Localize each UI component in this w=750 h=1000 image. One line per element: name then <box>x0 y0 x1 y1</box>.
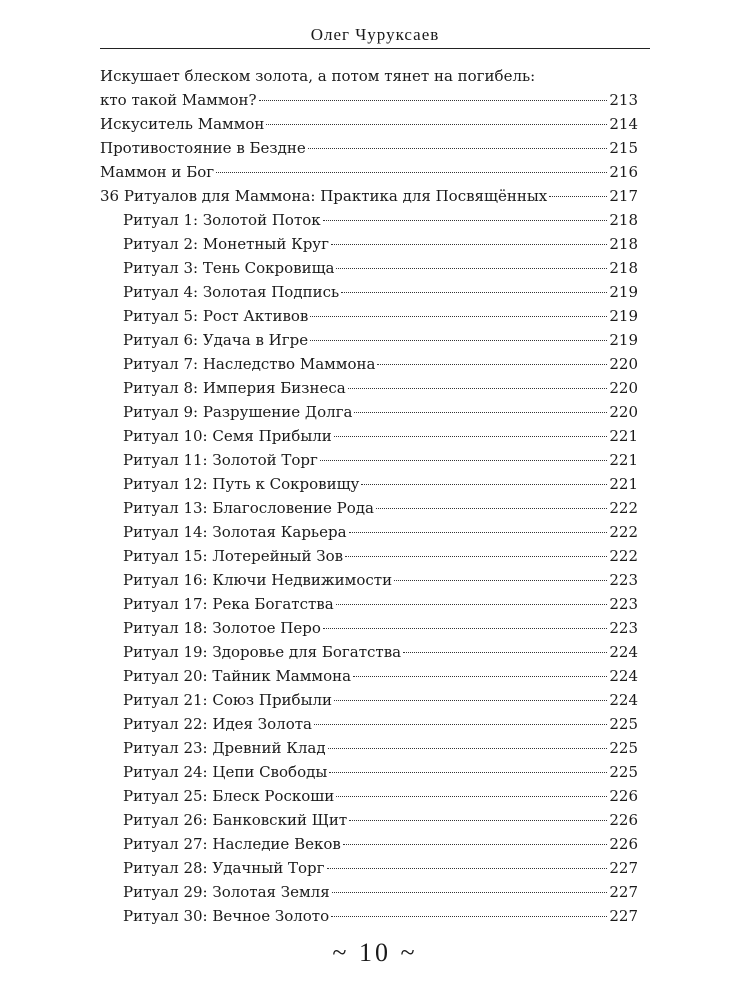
toc-entry[interactable] <box>100 136 638 160</box>
toc-entry[interactable] <box>100 448 638 472</box>
toc-entry-title: 36 Ритуалов для Маммона: Практика для Посвящённых <box>100 187 548 205</box>
toc-entry-title: Ритуал 22: Идея Золота <box>123 715 312 733</box>
toc-entries <box>100 88 638 928</box>
running-header-author: Олег Чуруксаев <box>310 25 440 44</box>
toc-dot-leader <box>334 436 608 437</box>
toc-entry-page: 227 <box>609 883 638 901</box>
toc-entry-title: кто такой Маммон? <box>100 91 257 109</box>
toc-entry-title: Ритуал 3: Тень Сокровища <box>123 259 335 277</box>
toc-entry[interactable] <box>100 616 638 640</box>
table-of-contents <box>100 64 638 928</box>
toc-entry-page: 217 <box>609 187 638 205</box>
toc-entry-title: Ритуал 30: Вечное Золото <box>123 907 330 925</box>
toc-entry-page: 220 <box>609 379 638 397</box>
toc-entry[interactable] <box>100 736 638 760</box>
toc-entry-title: Ритуал 11: Золотой Торг <box>123 451 318 469</box>
toc-entry-title: Ритуал 18: Золотое Перо <box>123 619 321 637</box>
toc-dot-leader <box>216 172 607 173</box>
toc-entry[interactable] <box>100 400 638 424</box>
toc-entry[interactable] <box>100 880 638 904</box>
toc-entry-page: 226 <box>609 835 638 853</box>
toc-dot-leader <box>349 532 608 533</box>
toc-entry-page: 227 <box>609 859 638 877</box>
toc-entry[interactable] <box>100 208 638 232</box>
toc-entry[interactable] <box>100 592 638 616</box>
toc-dot-leader <box>361 484 607 485</box>
toc-entry[interactable] <box>100 424 638 448</box>
toc-dot-leader <box>331 244 607 245</box>
toc-entry-title: Ритуал 28: Удачный Торг <box>123 859 325 877</box>
toc-entry[interactable] <box>100 832 638 856</box>
toc-dot-leader <box>549 196 607 197</box>
toc-entry-title: Ритуал 7: Наследство Маммона <box>123 355 376 373</box>
toc-dot-leader <box>327 868 608 869</box>
toc-entry-page: 224 <box>609 667 638 685</box>
toc-entry[interactable] <box>100 640 638 664</box>
toc-dot-leader <box>314 724 607 725</box>
toc-entry[interactable] <box>100 856 638 880</box>
toc-entry[interactable] <box>100 544 638 568</box>
toc-dot-leader <box>336 796 607 797</box>
toc-entry-page: 220 <box>609 403 638 421</box>
toc-entry-page: 224 <box>609 691 638 709</box>
toc-entry-page: 216 <box>609 163 638 181</box>
toc-entry-page: 218 <box>609 259 638 277</box>
toc-dot-leader <box>266 124 607 125</box>
toc-intro-line: Искушает блеском золота, а потом тянет на погибель: <box>100 67 536 85</box>
toc-entry-page: 215 <box>609 139 638 157</box>
toc-entry[interactable] <box>100 304 638 328</box>
toc-entry-page: 222 <box>609 499 638 517</box>
toc-entry[interactable] <box>100 664 638 688</box>
toc-entry-page: 214 <box>609 115 638 133</box>
toc-entry-title: Ритуал 21: Союз Прибыли <box>123 691 333 709</box>
toc-entry-page: 213 <box>609 91 638 109</box>
toc-dot-leader <box>353 676 607 677</box>
toc-entry-title: Ритуал 13: Благословение Рода <box>123 499 374 517</box>
toc-entry-title: Ритуал 19: Здоровье для Богатства <box>123 643 402 661</box>
toc-entry[interactable] <box>100 472 638 496</box>
toc-dot-leader <box>323 220 608 221</box>
toc-entry-page: 221 <box>609 427 638 445</box>
toc-entry-title: Ритуал 29: Золотая Земля <box>123 883 330 901</box>
toc-dot-leader <box>308 148 608 149</box>
toc-entry[interactable] <box>100 376 638 400</box>
toc-dot-leader <box>376 508 607 509</box>
page-number: ~ 10 ~ <box>332 938 418 967</box>
toc-entry-page: 222 <box>609 547 638 565</box>
toc-entry-page: 218 <box>609 235 638 253</box>
toc-entry[interactable] <box>100 88 638 112</box>
toc-entry[interactable] <box>100 784 638 808</box>
header-rule <box>100 48 650 49</box>
toc-entry-page: 225 <box>609 715 638 733</box>
toc-entry-title: Ритуал 23: Древний Клад <box>123 739 326 757</box>
toc-entry-page: 224 <box>609 643 638 661</box>
toc-entry-title: Ритуал 26: Банковский Щит <box>123 811 348 829</box>
toc-entry-page: 227 <box>609 907 638 925</box>
toc-dot-leader <box>329 772 607 773</box>
toc-dot-leader <box>336 604 608 605</box>
toc-entry-title: Ритуал 4: Золотая Подпись <box>123 283 340 301</box>
toc-entry[interactable] <box>100 328 638 352</box>
toc-entry[interactable] <box>100 520 638 544</box>
toc-dot-leader <box>349 820 607 821</box>
toc-entry-title: Ритуал 12: Путь к Сокровищу <box>123 475 360 493</box>
toc-entry-page: 221 <box>609 475 638 493</box>
toc-entry-title: Ритуал 15: Лотерейный Зов <box>123 547 344 565</box>
toc-dot-leader <box>320 460 607 461</box>
toc-dot-leader <box>348 388 608 389</box>
toc-entry[interactable] <box>100 712 638 736</box>
toc-dot-leader <box>354 412 607 413</box>
toc-entry[interactable] <box>100 760 638 784</box>
toc-entry[interactable] <box>100 280 638 304</box>
toc-entry[interactable] <box>100 568 638 592</box>
toc-entry[interactable] <box>100 232 638 256</box>
toc-entry-page: 218 <box>609 211 638 229</box>
toc-dot-leader <box>343 844 608 845</box>
toc-entry-page: 226 <box>609 787 638 805</box>
toc-entry[interactable] <box>100 184 638 208</box>
toc-entry-title: Маммон и Бог <box>100 163 215 181</box>
toc-dot-leader <box>341 292 607 293</box>
toc-entry-title: Ритуал 6: Удача в Игре <box>123 331 309 349</box>
toc-entry-title: Ритуал 9: Разрушение Долга <box>123 403 353 421</box>
toc-entry-title: Ритуал 14: Золотая Карьера <box>123 523 347 541</box>
toc-entry-title: Ритуал 24: Цепи Свободы <box>123 763 328 781</box>
toc-dot-leader <box>331 916 607 917</box>
toc-entry-title: Ритуал 10: Семя Прибыли <box>123 427 332 445</box>
toc-entry-title: Искуситель Маммон <box>100 115 265 133</box>
toc-entry-title: Противостояние в Бездне <box>100 139 306 157</box>
toc-entry[interactable] <box>100 808 638 832</box>
toc-entry-page: 226 <box>609 811 638 829</box>
toc-entry-title: Ритуал 17: Река Богатства <box>123 595 334 613</box>
toc-entry[interactable] <box>100 904 638 928</box>
toc-entry-page: 219 <box>609 307 638 325</box>
toc-entry-title: Ритуал 27: Наследие Веков <box>123 835 341 853</box>
toc-dot-leader <box>377 364 607 365</box>
toc-dot-leader <box>336 268 607 269</box>
toc-entry-title: Ритуал 1: Золотой Поток <box>123 211 321 229</box>
toc-entry-page: 221 <box>609 451 638 469</box>
toc-entry-page: 225 <box>609 763 638 781</box>
toc-entry-title: Ритуал 5: Рост Активов <box>123 307 309 325</box>
toc-entry-page: 225 <box>609 739 638 757</box>
toc-dot-leader <box>259 100 608 101</box>
toc-entry-title: Ритуал 20: Тайник Маммона <box>123 667 352 685</box>
toc-dot-leader <box>403 652 607 653</box>
toc-dot-leader <box>323 628 607 629</box>
toc-entry-page: 222 <box>609 523 638 541</box>
toc-entry[interactable] <box>100 352 638 376</box>
toc-dot-leader <box>332 892 608 893</box>
toc-entry-title: Ритуал 16: Ключи Недвижимости <box>123 571 393 589</box>
toc-entry-page: 223 <box>609 619 638 637</box>
toc-dot-leader <box>310 316 607 317</box>
toc-entry-page: 223 <box>609 571 638 589</box>
toc-dot-leader <box>345 556 607 557</box>
toc-entry-page: 219 <box>609 283 638 301</box>
toc-entry[interactable] <box>100 688 638 712</box>
toc-entry-page: 223 <box>609 595 638 613</box>
toc-entry[interactable] <box>100 160 638 184</box>
toc-dot-leader <box>310 340 607 341</box>
toc-entry[interactable] <box>100 112 638 136</box>
toc-entry-title: Ритуал 2: Монетный Круг <box>123 235 329 253</box>
toc-entry-page: 220 <box>609 355 638 373</box>
toc-entry-title: Ритуал 25: Блеск Роскоши <box>123 787 335 805</box>
toc-entry-title: Ритуал 8: Империя Бизнеса <box>123 379 346 397</box>
toc-entry-page: 219 <box>609 331 638 349</box>
toc-dot-leader <box>394 580 607 581</box>
toc-entry[interactable] <box>100 256 638 280</box>
toc-entry[interactable] <box>100 496 638 520</box>
toc-dot-leader <box>328 748 608 749</box>
toc-dot-leader <box>334 700 607 701</box>
